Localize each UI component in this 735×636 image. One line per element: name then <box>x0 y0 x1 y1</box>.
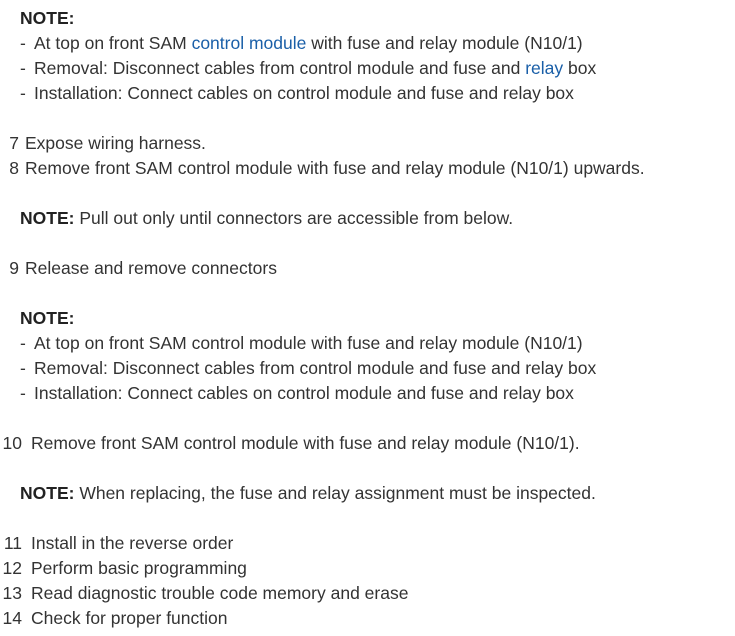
bullet-dash: - <box>20 333 26 353</box>
bullet-text: with fuse and relay module (N10/1) <box>306 33 583 53</box>
inline-note <box>20 206 513 231</box>
bullet-text: Removal: Disconnect cables from control module and fuse and relay box <box>34 358 597 378</box>
note-bullet <box>20 331 583 356</box>
step-text: Read diagnostic trouble code memory and erase <box>31 583 409 603</box>
note-heading: NOTE: <box>20 8 75 28</box>
step-text: Remove front SAM control module with fuse and relay module (N10/1) upwards. <box>25 158 645 178</box>
note-text: Pull out only until connectors are accessible from below. <box>74 208 514 228</box>
step-item <box>0 581 408 606</box>
step-item <box>0 131 206 156</box>
step-text: Remove front SAM control module with fuse and relay module (N10/1). <box>31 433 580 453</box>
control-module-link[interactable]: control module <box>191 33 307 53</box>
bullet-text: Removal: Disconnect cables from control module and fuse and <box>34 58 526 78</box>
step-item <box>0 256 277 281</box>
bullet-text: At top on front SAM control module with fuse and relay module (N10/1) <box>34 333 583 353</box>
note-label: NOTE: <box>20 208 75 228</box>
bullet-text: box <box>563 58 597 78</box>
note-text: When replacing, the fuse and relay assignment must be inspected. <box>74 483 596 503</box>
relay-link[interactable]: relay <box>525 58 564 78</box>
step-text: Perform basic programming <box>31 558 247 578</box>
step-text: Install in the reverse order <box>31 533 234 553</box>
step-number: 14 <box>2 608 22 628</box>
bullet-text: Installation: Connect cables on control module and fuse and relay box <box>34 383 574 403</box>
note-bullet <box>20 31 583 56</box>
bullet-dash: - <box>20 83 26 103</box>
step-item <box>0 606 228 631</box>
step-text: Release and remove connectors <box>25 258 277 278</box>
step-number: 11 <box>3 533 22 553</box>
step-number: 9 <box>9 258 19 278</box>
step-text: Check for proper function <box>31 608 228 628</box>
step-text: Expose wiring harness. <box>25 133 206 153</box>
step-number: 10 <box>2 433 22 453</box>
bullet-text: At top on front SAM <box>34 33 192 53</box>
step-item <box>0 431 580 456</box>
step-number: 8 <box>9 158 19 178</box>
bullet-dash: - <box>20 383 26 403</box>
note-label: NOTE: <box>20 483 75 503</box>
step-item <box>0 156 645 181</box>
note-bullet <box>20 356 596 381</box>
step-number: 12 <box>2 558 22 578</box>
bullet-text: Installation: Connect cables on control module and fuse and relay box <box>34 83 574 103</box>
bullet-dash: - <box>20 358 26 378</box>
step-number: 13 <box>2 583 22 603</box>
note-bullet <box>20 56 596 81</box>
step-item <box>0 556 247 581</box>
step-item <box>0 531 233 556</box>
note-bullet <box>20 81 574 106</box>
bullet-dash: - <box>20 33 26 53</box>
note-heading: NOTE: <box>20 308 75 328</box>
bullet-dash: - <box>20 58 26 78</box>
inline-note <box>20 481 596 506</box>
step-number: 7 <box>9 133 19 153</box>
note-bullet <box>20 381 574 406</box>
